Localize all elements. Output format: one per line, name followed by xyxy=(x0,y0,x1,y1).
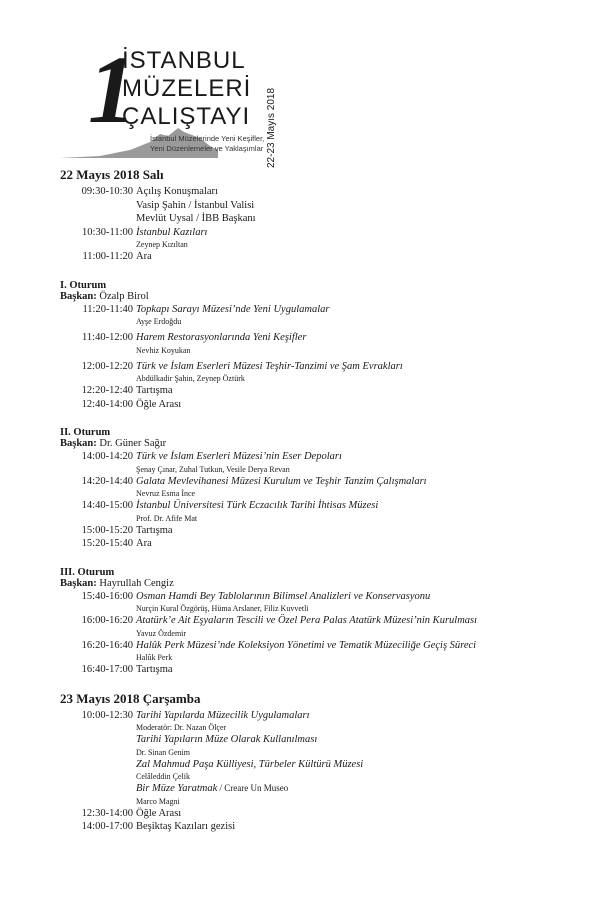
moderator: Moderatör: Dr. Nazan Ölçer xyxy=(136,723,227,732)
speaker: Nevhiz Koyukan xyxy=(136,345,191,355)
speaker: Dr. Sinan Genim xyxy=(136,747,190,757)
time: 16:40-17:00 xyxy=(81,664,133,675)
talk-title: Bir Müze Yaratmak xyxy=(136,783,218,794)
speaker: Nevruz Esma İnce xyxy=(136,489,196,498)
talk-title: Tarihi Yapıların Müze Olarak Kullanılması xyxy=(136,734,318,745)
program-row xyxy=(60,590,600,604)
item-text: Öğle Arası xyxy=(136,398,182,410)
talk-title: Türk ve İslam Eserleri Müzesi Teşhir-Tanzimi ve Şam Evrakları xyxy=(136,360,403,372)
logo-line-1: İSTANBUL xyxy=(122,47,246,74)
talk-title: Halûk Perk Müzesi’nde Koleksiyon Yönetimi ve Tematik Müzeciliğe Geçiş Süreci xyxy=(136,639,477,651)
program-row xyxy=(60,199,600,213)
time: 15:20-15:40 xyxy=(81,538,133,549)
program-row xyxy=(60,614,600,628)
speaker: Zeynep Kızıltan xyxy=(136,240,188,249)
program-row xyxy=(60,733,600,747)
logo-subtitle-1: İstanbul Müzelerinde Yeni Keşifler, xyxy=(150,134,265,143)
program xyxy=(60,161,600,834)
program-row xyxy=(60,331,600,345)
item-text: Öğle Arası xyxy=(136,807,182,819)
item-text: Ara xyxy=(136,538,152,549)
speaker: Marco Magni xyxy=(136,796,180,806)
time: 09:30-10:30 xyxy=(81,186,133,197)
speaker: Şenay Çınar, Zuhal Tutkun, Vesile Derya Revan xyxy=(136,464,290,474)
program-row xyxy=(60,250,600,264)
time: 11:40-12:00 xyxy=(82,332,133,343)
event-logo xyxy=(60,36,300,168)
session-1-chair: Başkan: Özalp Birol xyxy=(60,290,149,302)
program-row xyxy=(60,537,600,551)
time: 12:40-14:00 xyxy=(81,398,133,410)
program-row xyxy=(60,820,600,834)
program-row xyxy=(60,226,600,240)
logo-line-3: ÇALIŞTAYI xyxy=(122,103,251,130)
time: 14:20-14:40 xyxy=(81,475,133,487)
program-row xyxy=(60,639,600,653)
program-row xyxy=(60,524,600,538)
item-text: Ara xyxy=(136,251,152,262)
program-row xyxy=(60,499,600,513)
day-2-title: 23 Mayıs 2018 Çarşamba xyxy=(60,690,201,706)
panel-title: Tarihi Yapılarda Müzecilik Uygulamaları xyxy=(136,709,310,721)
talk-title-wrap xyxy=(136,782,600,796)
day-1-title: 22 Mayıs 2018 Salı xyxy=(60,167,164,182)
program-row xyxy=(60,398,600,412)
talk-title: Türk ve İslam Eserleri Müzesi’nin Eser Depoları xyxy=(136,451,342,462)
item-text: Tartışma xyxy=(136,385,173,396)
item-text: Mevlüt Uysal / İBB Başkanı xyxy=(136,213,256,224)
item-text: Tartışma xyxy=(136,664,173,675)
time: 12:20-12:40 xyxy=(81,385,133,396)
talk-title: İstanbul Kazıları xyxy=(136,226,208,238)
time: 11:00-11:20 xyxy=(82,251,133,262)
session-3-title: III. Oturum xyxy=(60,566,115,578)
program-row xyxy=(60,303,600,317)
speaker: Yavuz Özdemir xyxy=(136,628,187,638)
speaker: Halûk Perk xyxy=(136,653,173,662)
time: 16:20-16:40 xyxy=(81,639,133,651)
talk-title: İstanbul Üniversitesi Türk Eczacılık Tarihi İhtisas Müzesi xyxy=(136,500,379,511)
speaker: Ayşe Erdoğdu xyxy=(136,317,182,326)
program-row xyxy=(60,185,600,199)
time: 15:00-15:20 xyxy=(81,524,133,536)
program-row xyxy=(60,663,600,677)
talk-title: Osman Hamdi Bey Tablolarının Bilimsel Analizleri ve Konservasyonu xyxy=(136,590,431,602)
time: 14:00-14:20 xyxy=(81,451,133,462)
session-1-title: I. Oturum xyxy=(60,279,107,291)
program-row xyxy=(60,782,600,796)
time: 14:00-17:00 xyxy=(81,821,133,832)
program-row xyxy=(60,758,600,772)
time xyxy=(60,199,136,213)
speaker: Abdülkadir Şahin, Zeynep Öztürk xyxy=(136,374,245,383)
talk-title: Atatürk’e Ait Eşyaların Tescili ve Özel Pera Palas Atatürk Müzesi’nin Kurulması xyxy=(136,615,478,626)
talk-title: Galata Mevlevihanesi Müzesi Kurulum ve Teşhir Tanzim Çalışmaları xyxy=(136,475,427,487)
program-row xyxy=(60,807,600,821)
logo-number: 1 xyxy=(88,36,136,143)
time xyxy=(60,212,136,226)
item-text: Açılış Konuşmaları xyxy=(136,186,218,197)
program-row xyxy=(60,450,600,464)
logo-line-2: MÜZELERİ xyxy=(122,75,252,102)
session-3-chair: Başkan: Hayrullah Cengiz xyxy=(60,577,174,589)
time: 14:40-15:00 xyxy=(81,500,133,511)
speaker: Celâleddin Çelik xyxy=(136,772,190,781)
time: 16:00-16:20 xyxy=(81,615,133,626)
talk-title: Topkapı Sarayı Müzesi’nde Yeni Uygulamalar xyxy=(136,303,330,315)
item-text: Tartışma xyxy=(136,524,173,536)
time: 12:30-14:00 xyxy=(81,807,133,819)
time: 11:20-11:40 xyxy=(82,303,133,315)
time: 12:00-12:20 xyxy=(81,360,133,372)
speaker: Nurçin Kural Özgörüş, Hüma Arslaner, Filiz Kuvvetli xyxy=(136,604,309,613)
talk-title: Harem Restorasyonlarında Yeni Keşifler xyxy=(136,332,307,343)
program-row xyxy=(60,384,600,398)
logo-dates: 22-23 Mayıs 2018 xyxy=(266,87,277,168)
talk-title-suffix: / Creare Un Museo xyxy=(217,783,289,793)
time: 15:40-16:00 xyxy=(81,590,133,602)
item-text: Beşiktaş Kazıları gezisi xyxy=(136,821,236,832)
time: 10:30-11:00 xyxy=(82,226,133,238)
talk-title: Zal Mahmud Paşa Külliyesi, Türbeler Kültürü Müzesi xyxy=(136,758,364,770)
speaker: Prof. Dr. Afife Mat xyxy=(136,513,198,523)
session-2-title: II. Oturum xyxy=(60,427,111,438)
program-row xyxy=(60,475,600,489)
session-2-chair: Başkan: Dr. Güner Sağır xyxy=(60,438,167,449)
item-text: Vasip Şahin / İstanbul Valisi xyxy=(136,199,255,211)
program-row xyxy=(60,212,600,226)
program-row xyxy=(60,360,600,374)
time: 10:00-12:30 xyxy=(81,709,133,721)
program-row xyxy=(60,709,600,723)
logo-subtitle-2: Yeni Düzenlemeler ve Yaklaşımlar xyxy=(150,144,264,153)
